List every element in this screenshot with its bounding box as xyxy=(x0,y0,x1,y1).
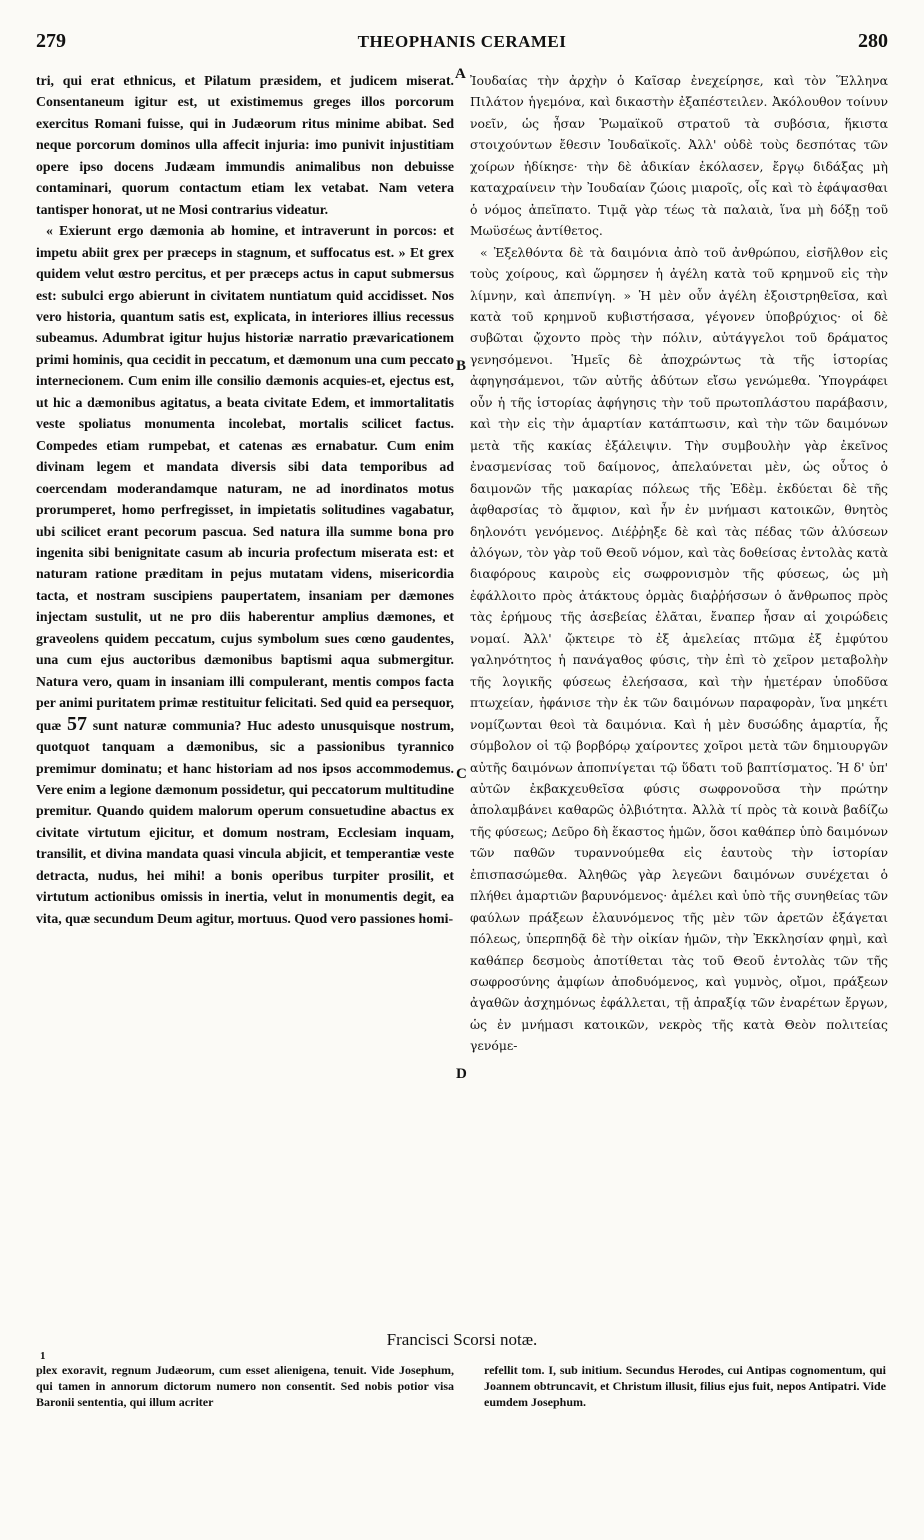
greek-paragraph-2: « Ἐξελθόντα δὲ τὰ δαιμόνια ἀπὸ τοῦ ἀνθρώπου, εἰσῆλθον εἰς τοὺς χοίρους, καὶ ὥρμησεν ἡ ἀγέλη κατὰ τοῦ κρημνοῦ εἰς τὴν λίμνην, καὶ ἀπεπνίγη. » Ἡ μὲν οὖν ἀγέλη ἐξοιστρηθεῖσα, καὶ κατὰ τοῦ κρημνοῦ κυβιστήσασα, γέγονεν ὑποβρύχιος· οἱ δὲ συβῶται ᾤχοντο πρὸς τὴν πόλιν, αὐτάγγελοι τοῦ δράματος γενησόμενοι. Ἡμεῖς δὲ ἀποχρώντως τὰ τῆς ἱστορίας ἀφηγησάμενοι, τῶν αὐτῆς ἀδύτων εἴσω γενώμεθα. Ὑπογράφει οὖν ἡ τῆς ἱστορίας ἀφήγησις τὴν τοῦ πρωτοπλάστου παράβασιν, καὶ τὴν εἰς τὴν ἁμαρτίαν κατάπτωσιν, καὶ τὴν τῶν δαιμόνων μετὰ τῆς κακίας ἐξάλειψιν. Τὴν συμβουλὴν γὰρ ἐκεῖνος ἐνασμενίσας τοῦ δαίμονος, ἀπελαύνεται μὲν, ὡς οὗτος ὁ δαιμονῶν τῆς μακαρίας πόλεως τῆς Ἐδὲμ. ἐκδύεται δὲ τῆς ἀφθαρσίας τὸ ἄμφιον, καὶ ἦν ἐν μνήμασι κατοικῶν, θνητὸς δηλονότι γενόμενος. Διέῤῥηξε δὲ καὶ τὰς πέδας τῶν ἀλύσεων ἀλόγων, τὸν γὰρ τοῦ Θεοῦ νόμον, καὶ τὰς δοθείσας ἐντολὰς κατὰ διαφόρους καιροὺς εἰς σωφρονισμὸν τῆς φύσεως, ὡς μὴ ἐφάλλοιτο πρὸς ἀτάκτους ὁρμὰς διαῤῥήσσων ὁ ἄνθρωπος πρὸς τὰς ἐρήμους τῆς ἀσεβείας ἐλᾶται, ἔναπερ ἦσαν αἱ χοιρώδεις νομαί. Ἀλλ' ᾤκτειρε τὸ ἐξ ἀμελείας πτῶμα ἐξ ἐμφύτου γαληνότητος ἡ πανάγαθος φύσις, τὴν ἐπὶ τὸ χεῖρον μεταβολὴν τῆς λογικῆς φύσεως ἐλεήσασα, καὶ τὴν ἡμετέραν ὑποδῦσα πτωχείαν, ἠφάνισε τὴν ἐκ τῶν δαιμόνων παραφορὰν, ἵνα μηκέτι νομίζωνται θεοὶ τὰ δαιμόνια. Καὶ ἡ μὲν δυσώδης ἁμαρτία, ἧς σύμβολον οἱ τῷ βορβόρῳ χαίροντες χοῖροι μετὰ τῶν δημιουργῶν αὐτῆς δαιμόνων ἀποπνίγεται τῷ ὕδατι τοῦ βαπτίσματος. Ἡ δ' ὑπ' αὐτῶν ἐκβακχευθεῖσα φύσις σωφρονοῦσα τὴν πρώτην ἀπολαμβάνει καθαρῶς ὀλβιότητα. Ἀλλὰ τί πρὸς τὰ κοινὰ βαδίζω τῆς φύσεως; Δεῦρο δὴ ἕκαστος ἡμῶν, ὅσοι καθάπερ ὑπὸ δαιμόνων τῶν παθῶν τυραννούμεθα εἰς ἑαυτοὺς τὴν ἱστορίαν ἐπισπασώμεθα. Ἀληθῶς γὰρ λεγεῶνι δαιμόνων συνέχεται ὁ πλήθει ἁμαρτιῶν βαρυνόμενος· ἀμέλει καὶ ὑπὸ τῆς συνηθείας τῶν φαύλων πράξεων ἐλαυνόμενος τῆς μὲν τῶν ἀρετῶν ἐξάγεται πόλεως, ὑπερπηδᾷ δὲ τὴν οἰκίαν ἡμῶν, τὴν Ἐκκλησίαν φημὶ, καὶ καθάπερ δεσμοὺς ἀποτίθεται τὰς τοῦ Θεοῦ ἐντολὰς τῶν τῆς σωφροσύνης ἀμφίων ἀποδυόμενος, καὶ γυμνὸς, οἴμοι, πράξεων ἀγαθῶν ἀσχημόνως ἐφάλλεται, τῇ ἀπραξίᾳ τῶν ἐναρέτων ἔργων, ὡς ἐν μνήμασι κατοικῶν, νεκρὸς τῆς κατὰ Θεὸν πολιτείας γενόμε- xyxy=(470,244,888,1054)
page-number-right: 280 xyxy=(858,30,888,52)
page-number-left: 279 xyxy=(36,30,66,52)
greek-column xyxy=(470,70,888,1320)
section-marker-d: D xyxy=(456,1066,467,1082)
page-header xyxy=(36,30,888,64)
latin-paragraph-2-part-1: « Exierunt ergo dæmonia ab homine, et intraverunt in porcos: et impetu abiit grex per præceps in stagnum, et suffocatus est. » Et grex quidem velut œstro percitus, et per præceps actus in caput submersus est: subulci ergo abierunt in civitatem nuntiatum quid accidisset. Nos vero historia, quantum satis est, explicata, in interiores illius recessus subeamus. Adumbrat igitur hujus historiæ narratio prævaricationem primi hominis, qua cecidit in peccatum, et dæmonum una cum peccato internecionem. Cum enim ille consilio dæmonis acquies-et, ejectus est, ut hic a dæmonibus agitatus, a beata civitate Edem, et immortalitatis veste spoliatus monumenta incolebat, mortalis scilicet factus. Compedes etiam rumpebat, et catenas æs ernabatur. Cum enim divinam legem et mandata diversis sibi data temporibus ad coercendam moderandamque naturam, ne ad inordinatos motus prorumperet, homo perfregisset, in impietatis solitudines vagabatur, ubi scilicet erant pecorum pascua. Sed natura illa summe bona pro ingenita sibi benignitate casum ab incuria profectum miserata est: et naturam ratione præditam in pejus mutatam videns, misericordia tacta, et nostram suscipiens paupertatem, insaniam per dæmones injectam sustulit, ut ne pro diis haberentur amplius dæmones, et graveolens quidem peccatum, cujus symbolum sues cœno gaudentes, una cum ejus auctoribus dæmonibus baptismi aqua submergitur. Natura vero, quam in insaniam illi compulerant, mentis compos facta per animi puritatem primæ restituitur felicitati. Sed quid ea persequor, quæ xyxy=(36,223,454,733)
running-title: THEOPHANIS CERAMEI xyxy=(357,32,567,51)
greek-paragraph-1: Ἰουδαίας τὴν ἀρχὴν ὁ Καῖσαρ ἐνεχείρησε, καὶ τὸν Ἕλληνα Πιλάτον ἡγεμόνα, καὶ δικαστὴν ἐξαπέστειλεν. Ἀκόλουθον τοίνυν νοεῖν, ὡς ἦσαν Ῥωμαϊκοῦ στρατοῦ τὰ συβόσια, ἥκιστα στοιχούντων ἔθεσιν Ἰουδαϊκοῖς. Ἀλλ' οὐδὲ τοὺς δεσπότας τῶν χοίρων ἠδίκησε· τὴν δὲ ἀδικίαν ἐκόλασεν, ἔργῳ διδάξας μὴ καταχραίνειν τὴν Ἰουδαίαν ζώοις μιαροῖς, οἷς καὶ τὸ ἐφάψασθαι ὁ νόμος ἀπεῖπατο. Τιμᾷ γὰρ τέως τὰ παλαιὰ, ἵνα μὴ δόξῃ τοῦ Μωϋσέως ἀντίθετος. xyxy=(470,73,888,239)
column-number: 57 xyxy=(67,712,88,735)
section-marker-a: A xyxy=(455,66,466,82)
section-marker-c: C xyxy=(456,766,467,782)
section-marker-b: B xyxy=(456,358,467,374)
latin-column xyxy=(36,70,454,1320)
note-marker: 1 xyxy=(40,1350,46,1362)
latin-paragraph-2-part-2: sunt naturæ communia? Huc adesto unusquisque nostrum, quotquot tanquam a dæmonibus, sic a passionibus tyrannico premimur dominatu; et hanc historiam ad nos ipsos accommodemus. Vere enim a legione dæmonum possidetur, qui peccatorum multitudine premitur. Quando quidem malorum operum consuetudine abactus ex civitate virtutum ejicitur, et domum nostram, Ecclesiam inquam, transilit, et divina mandata quasi vincula abjicit, et temperantiæ veste detracta, nudus, hei mihi! a bonis operibus turpiter prosilit, et virtutum actionibus omissis in inertia, velut in monumentis degit, ea vita, quæ secundum Deum agitur, mortuus. Quod vero passiones homi- xyxy=(36,717,454,926)
notes-left-column: plex exoravit, regnum Judæorum, cum esset alienigena, tenuit. Vide Josephum, qui tamen in annorum dictorum numero non consentit. Sed nobis potior visa Baronii sententia, qui illum acriter xyxy=(36,1363,454,1409)
latin-paragraph-1: tri, qui erat ethnicus, et Pilatum præsidem, et judicem miserat. Consentaneum igitur est, ut existimemus greges illos porcorum exercitus Romani fuisse, qui in Judæorum ritus minime abibat. Sed neque porcorum dominos ulla affecit injuria: imo punivit injustitiam opere ipso docens Judæam immundis animalibus non debuisse contaminari, quorum contactum etiam lex vetabat. Nam vetera tantisper honorat, ut ne Mosi contrarius videatur. xyxy=(36,73,454,217)
notes-title: Francisci Scorsi notæ. xyxy=(386,1330,538,1349)
latin-paragraph-2 xyxy=(36,220,454,929)
notes-right-column: refellit tom. I, sub initium. Secundus Herodes, cui Antipas cognomentum, qui Joannem obtruncavit, et Christum illusit, filius ejus fuit, nepos Antipatri. Vide eumdem Josephum. xyxy=(484,1363,886,1409)
